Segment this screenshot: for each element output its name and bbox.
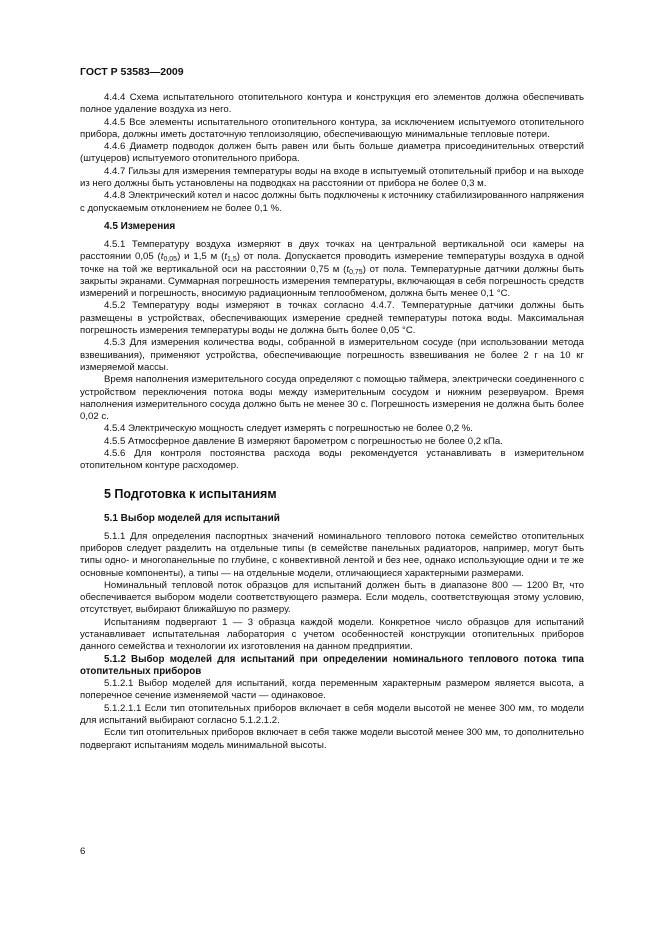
paragraph-4-5-5: 4.5.5 Атмосферное давление В измеряют барометром с погрешностью не более 0,2 кПа. bbox=[104, 435, 503, 447]
document-page bbox=[80, 66, 584, 752]
paragraph-5-1-2-1-1-b: Если тип отопительных приборов включает в себя также модели высотой менее 300 мм, то дополнительно подвергают испытаниям модель минимальной высоты. bbox=[80, 727, 584, 751]
paragraph-4-4-4: 4.4.4 Схема испытательного отопительного контура и конструкция его элементов должна обеспечивать полное удаление воздуха из него. bbox=[80, 92, 584, 116]
paragraph-4-4-5: 4.4.5 Все элементы испытательного отопительного контура, за исключением испытуемого отопительного прибора, должны иметь достаточную теплоизоляцию, обеспечивающую минимальные тепловые потери. bbox=[80, 116, 584, 140]
paragraph-4-4-7: 4.4.7 Гильзы для измерения температуры воды на входе в испытуемый отопительный прибор и на выходе из него должны быть установлены на подводках на расстоянии от прибора не более 0,3 м. bbox=[80, 165, 584, 190]
symbol-t: t bbox=[160, 251, 164, 263]
paragraph-4-4-8: 4.4.8 Электрический котел и насос должны быть подключены к источнику стабилизированного напряжения с допускаемым отклонением не более 0,1 %. bbox=[80, 190, 584, 214]
text: 4.5.1 Температуру воздуха измеряют в двух точках на центральной вертикальной оси камеры на расстоянии 0,05 ( bbox=[80, 238, 584, 263]
paragraph-5-1-1-b: Номинальный тепловой поток образцов для испытаний должен быть в диапазоне 800 — 1200 Вт, что обеспечивается выбором модели соответствующего размера. Если модель, соответствующая этому условию, отсутствует, выбирают ближайшую по размеру. bbox=[80, 579, 584, 616]
document-header: ГОСТ Р 53583—2009 bbox=[80, 66, 184, 78]
heading-4-5: 4.5 Измерения bbox=[104, 220, 176, 232]
subscript: 0,75 bbox=[349, 268, 363, 276]
symbol-t: t bbox=[224, 251, 227, 263]
heading-section-5: 5 Подготовка к испытаниям bbox=[104, 486, 277, 501]
heading-5-1-2: 5.1.2 Выбор моделей для испытаний при определении номинального теплового потока типа отопительных приборов bbox=[80, 653, 584, 677]
paragraph-4-5-3-continued: Время наполнения измерительного сосуда определяют с помощью таймера, электрически соединенного с устройством переключения потока воды между измерительным сосудом и нижним резервуаром. Время наполнения измерительного сосуда должно быть не менее 30 с. Погрешность измерения не должна быть более 0,02 с. bbox=[80, 374, 584, 423]
paragraph-5-1-1-c: Испытаниям подвергают 1 — 3 образца каждой модели. Конкретное число образцов для испытаний устанавливает испытательная лаборатория с учетом особенностей конструкции отопительных приборов данного семейства и технологии их изготовления на данном предприятии. bbox=[80, 616, 584, 653]
text: ) и 1,5 м ( bbox=[177, 251, 225, 263]
paragraph-5-1-1: 5.1.1 Для определения паспортных значений номинального теплового потока семейство отопительных приборов следует разделить на отдельные типы (в семействе панельных радиаторов, например, могут быть типы одно- и многопанельные по глубине, с конвективной лентой и без нее, однако использующие одни и те же основные компоненты), а типы — на отдельные модели, отличающиеся характерными размерами. bbox=[80, 530, 584, 579]
paragraph-4-4-6: 4.4.6 Диаметр подводок должен быть равен или быть больше диаметра присоединительных отверстий (штуцеров) испытуемого отопительного прибора. bbox=[80, 141, 584, 165]
paragraph-4-5-6: 4.5.6 Для контроля постоянства расхода воды рекомендуется устанавливать в измерительном отопительном контуре расходомер. bbox=[80, 448, 584, 472]
paragraph-4-5-1 bbox=[80, 239, 584, 300]
paragraph-4-5-3: 4.5.3 Для измерения количества воды, собранной в измерительном сосуде (при использовании метода взвешивания), применяют устройства, обеспечивающие погрешность взвешивания не более 2 г на 10 кг измеряемой массы. bbox=[80, 337, 584, 373]
subscript: 0,05 bbox=[163, 256, 178, 264]
paragraph-5-1-2-1: 5.1.2.1 Выбор моделей для испытаний, когда переменным характерным размером является высота, а поперечное сечение изменяемой части — одинаковое. bbox=[80, 678, 584, 702]
paragraph-4-5-4: 4.5.4 Электрическую мощность следует измерять с погрешностью не более 0,2 %. bbox=[104, 423, 473, 435]
symbol-t: t bbox=[346, 263, 350, 275]
text: ) от пола. Температурные датчики должны быть закрыты экранами. Суммарная погрешность измерения температуры, включающая в себя погрешность средств измерений и погрешность, вносимую радиационным теплообменом, должна быть менее 0,1 °С. bbox=[80, 263, 585, 300]
heading-5-1: 5.1 Выбор моделей для испытаний bbox=[104, 512, 280, 524]
paragraph-4-5-2: 4.5.2 Температуру воды измеряют в точках согласно 4.4.7. Температурные датчики должны быть размещены в устройствах, обеспечивающих измерение средней температуры потока воды. Максимальная погрешность измерения температуры воды не должна быть более 0,05 °С. bbox=[80, 300, 584, 337]
text: ) от пола. Допускается проводить измерение температуры воздуха в одной точке на той же вертикальной оси на расстоянии 0,75 м ( bbox=[80, 251, 585, 275]
subscript: 1,5 bbox=[227, 256, 237, 264]
paragraph-5-1-2-1-1: 5.1.2.1.1 Если тип отопительных приборов включает в себя модели высотой не менее 300 мм, то модели для испытаний выбирают согласно 5.1.2.1.2. bbox=[80, 702, 584, 727]
page-number: 6 bbox=[80, 846, 86, 857]
